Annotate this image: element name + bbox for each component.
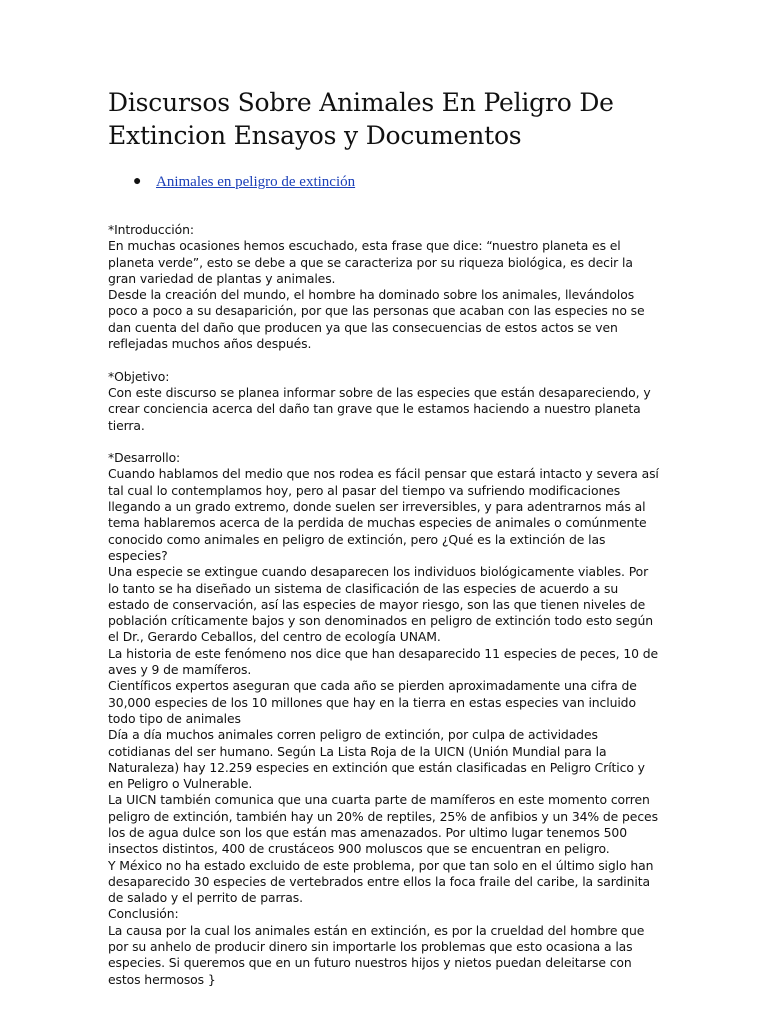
paragraph: La historia de este fenómeno nos dice que han desaparecido 11 especies de peces, 10 de aves y 9 de mamíferos.	[108, 645, 659, 678]
related-link-item	[108, 172, 660, 192]
section-heading: *Introducción:	[108, 222, 194, 237]
paragraph: En muchas ocasiones hemos escuchado, esta frase que dice: “nuestro planeta es el planeta verde”, esto se debe a que se caracteriza por su riqueza biológica, es decir la gran variedad de plantas y animales.	[108, 238, 633, 286]
related-link-animales[interactable]: Animales en peligro de extinción	[156, 174, 356, 190]
paragraph: Una especie se extingue cuando desaparecen los individuos biológicamente viables. Por lo tanto se ha diseñado un sistema de clasificación de las especies de acuerdo a su estado de conservación, así las especies de mayor riesgo, son las que tienen niveles de población críticamente bajos y son denominados en peligro de extinción todo esto según el Dr., Gerardo Ceballos, del centro de ecología UNAM.	[108, 564, 653, 645]
section-gap	[108, 434, 660, 450]
paragraph: Científicos expertos aseguran que cada año se pierden aproximadamente una cifra de 30,000 especies de los 10 millones que hay en la tierra en estas especies van incluido todo tipo de animales	[108, 678, 637, 726]
section-introduccion	[108, 222, 660, 352]
section-heading: *Desarrollo:	[108, 450, 181, 466]
paragraph: Desde la creación del mundo, el hombre ha dominado sobre los animales, llevándolos poco a poco a su desaparición, por que las personas que acaban con las especies no se dan cuenta del daño que producen ya que las consecuencias de estos actos se ven reflejadas muchos años después.	[108, 287, 645, 352]
section-objetivo	[108, 369, 660, 434]
document-body	[108, 222, 660, 988]
title-line-1: Discursos Sobre Animales En Peligro De	[108, 88, 614, 117]
paragraph: Día a día muchos animales corren peligro de extinción, por culpa de actividades cotidianas del ser humano. Según La Lista Roja de la UICN (Unión Mundial para la Naturaleza) hay 12.259 especies en extinción que están clasificadas en Peligro Crítico y en Peligro o Vulnerable.	[108, 727, 645, 792]
paragraph: La causa por la cual los animales están en extinción, es por la crueldad del hombre que por su anhelo de producir dinero sin importarle los problemas que esto ocasiona a las especies. Si queremos que en un futuro nuestros hijos y nietos puedan deleitarse con estos hermosos }	[108, 922, 645, 987]
paragraph: Y México no ha estado excluido de este problema, por que tan solo en el último siglo han desaparecido 30 especies de vertebrados entre ellos la foca fraile del caribe, la sardinita de salado y el perrito de parras.	[108, 857, 654, 906]
section-heading: *Objetivo:	[108, 368, 170, 384]
document-title	[108, 86, 660, 152]
section-desarrollo	[108, 450, 660, 906]
related-links-list	[108, 172, 660, 192]
document-page	[108, 86, 660, 988]
bullet-icon: ●	[133, 174, 142, 189]
paragraph: Cuando hablamos del medio que nos rodea es fácil pensar que estará intacto y severa así tal cual lo contemplamos hoy, pero al pasar del tiempo va sufriendo modificaciones llegando a un grado extremo, donde suelen ser irreversibles, y para adentrarnos más al tema hablaremos acerca de la perdida de muchas especies de animales o comúnmente conocido como animales en peligro de extinción, pero ¿Qué es la extinción de las especies?	[108, 466, 659, 563]
paragraph: La UICN también comunica que una cuarta parte de mamíferos en este momento corren peligro de extinción, también hay un 20% de reptiles, 25% de anfibios y un 34% de peces los de agua dulce son los que están mas amenazados. Por ultimo lugar tenemos 500 insectos distintos, 400 de crustáceos 900 moluscos que se encuentran en peligro.	[108, 792, 658, 857]
paragraph: Con este discurso se planea informar sobre de las especies que están desapareciendo, y crear conciencia acerca del daño tan grave que le estamos haciendo a nuestro planeta tierra.	[108, 384, 651, 433]
section-gap	[108, 352, 660, 368]
section-conclusion	[108, 906, 660, 987]
title-line-2: Extincion Ensayos y Documentos	[108, 121, 522, 150]
section-heading: Conclusión:	[108, 906, 179, 922]
